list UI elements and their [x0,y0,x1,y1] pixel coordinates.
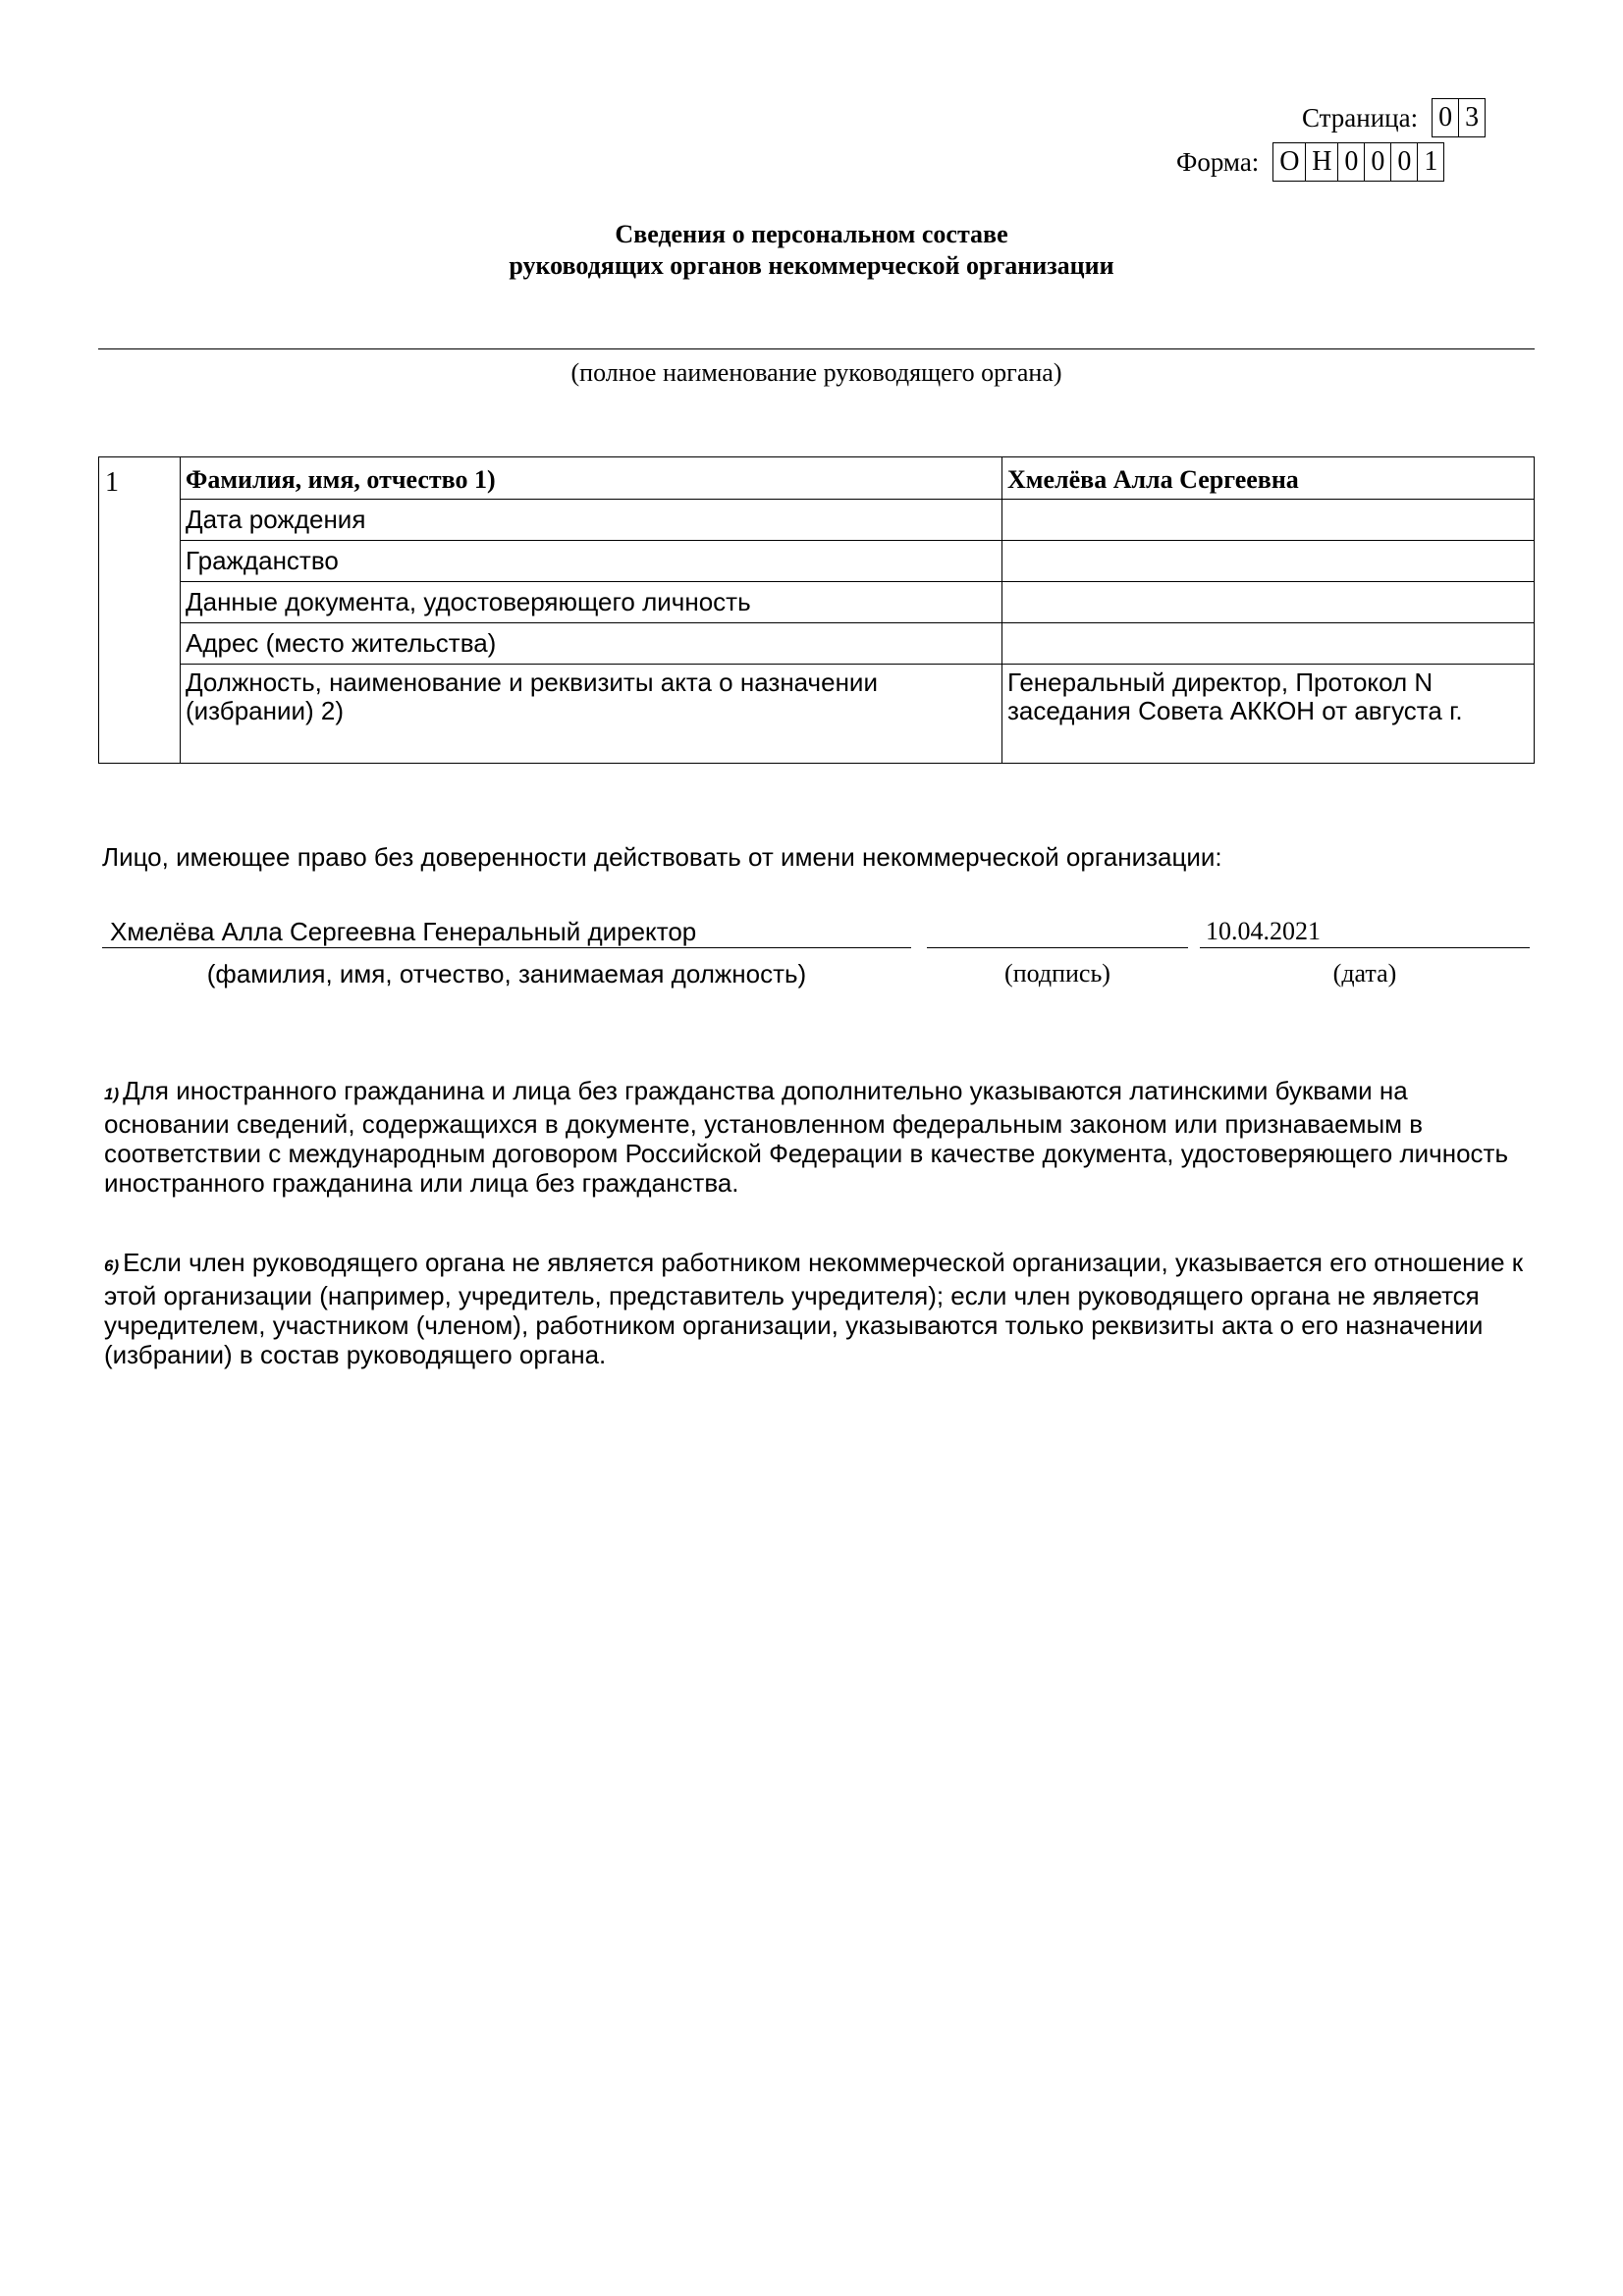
date-value: 10.04.2021 [1206,917,1321,945]
row-label: Должность, наименование и реквизиты акта о назначении (избрании) 2) [181,665,1002,763]
caption-date: (дата) [1332,959,1397,988]
footnote-1 [104,1076,1538,1198]
authorized-name-position: Хмелёва Алла Сергеевна Генеральный директор [110,917,697,946]
caption-name-position: (фамилия, имя, отчество, занимаемая должность) [206,959,807,988]
row-number-cell [99,457,181,763]
table-row [181,582,1534,623]
table-row [181,500,1534,541]
row-label: Фамилия, имя, отчество 1) [181,457,1002,499]
form-char-box: О [1279,146,1300,177]
row-value [1002,623,1534,664]
row-label: Гражданство [181,541,1002,581]
row-value [1002,541,1534,581]
row-label: Данные документа, удостоверяющего личность [181,582,1002,622]
page-digit-box: 0 [1438,102,1453,133]
document-title [0,219,1623,282]
form-code-label: Форма: [1176,146,1260,177]
title-line-1: Сведения о персональном составе [615,220,1008,248]
footnote-2 [104,1248,1538,1369]
form-char-box: Н [1305,143,1337,181]
form-char-box: 1 [1417,143,1443,181]
page-digit-box: 3 [1458,99,1485,136]
date-line [1200,947,1530,948]
row-label: Адрес (место жительства) [181,623,1002,664]
footnote-1-text: Для иностранного гражданина и лица без гражданства дополнительно указываются латинскими буквами на основании сведений, содержащихся в документе, установленном федеральным законом или признаваемым в соответствии с международным договором Российской Федерации в качестве документа, удостоверяющего личность иностранного гражданина или лица без гражданства. [104,1076,1508,1198]
form-char-box: 0 [1337,143,1364,181]
table-row [181,623,1534,665]
row-value [1002,500,1534,540]
form-char-box: 0 [1364,143,1390,181]
form-code [1176,142,1444,182]
row-value: Хмелёва Алла Сергеевна [1007,465,1299,494]
form-code-boxes [1272,142,1444,182]
footnote-1-mark: 1) [104,1085,120,1103]
row-value [1002,582,1534,622]
form-char-box: 0 [1390,143,1417,181]
footnote-2-mark: 6) [104,1256,120,1275]
row-number: 1 [105,467,119,498]
org-name-line [98,348,1535,349]
table-row [181,665,1534,763]
row-label: Дата рождения [181,500,1002,540]
authorized-person-intro: Лицо, имеющее право без доверенности действовать от имени некоммерческой организации: [102,842,1222,872]
table-row [181,541,1534,582]
title-line-2: руководящих органов некоммерческой организации [509,251,1114,280]
name-line [102,947,911,948]
row-value: Генеральный директор, Протокол N заседания Совета АККОН от августа г. [1007,667,1463,725]
page-number [1302,98,1486,137]
table-row [181,457,1534,500]
page-number-label: Страница: [1302,102,1419,133]
footnote-2-text: Если член руководящего органа не является работником некоммерческой организации, указывается его отношение к этой организации (например, учредитель, представитель учредителя); если член руководящего органа не является учредителем, участником (членом), работником организации, указываются только реквизиты акта о его назначении (избрании) в состав руководящего органа. [104,1248,1524,1369]
signature-line [927,947,1188,948]
member-table [98,456,1535,764]
org-name-caption: (полное наименование руководящего органа) [570,358,1062,387]
caption-signature: (подпись) [1004,959,1110,988]
page-number-boxes [1432,98,1486,137]
